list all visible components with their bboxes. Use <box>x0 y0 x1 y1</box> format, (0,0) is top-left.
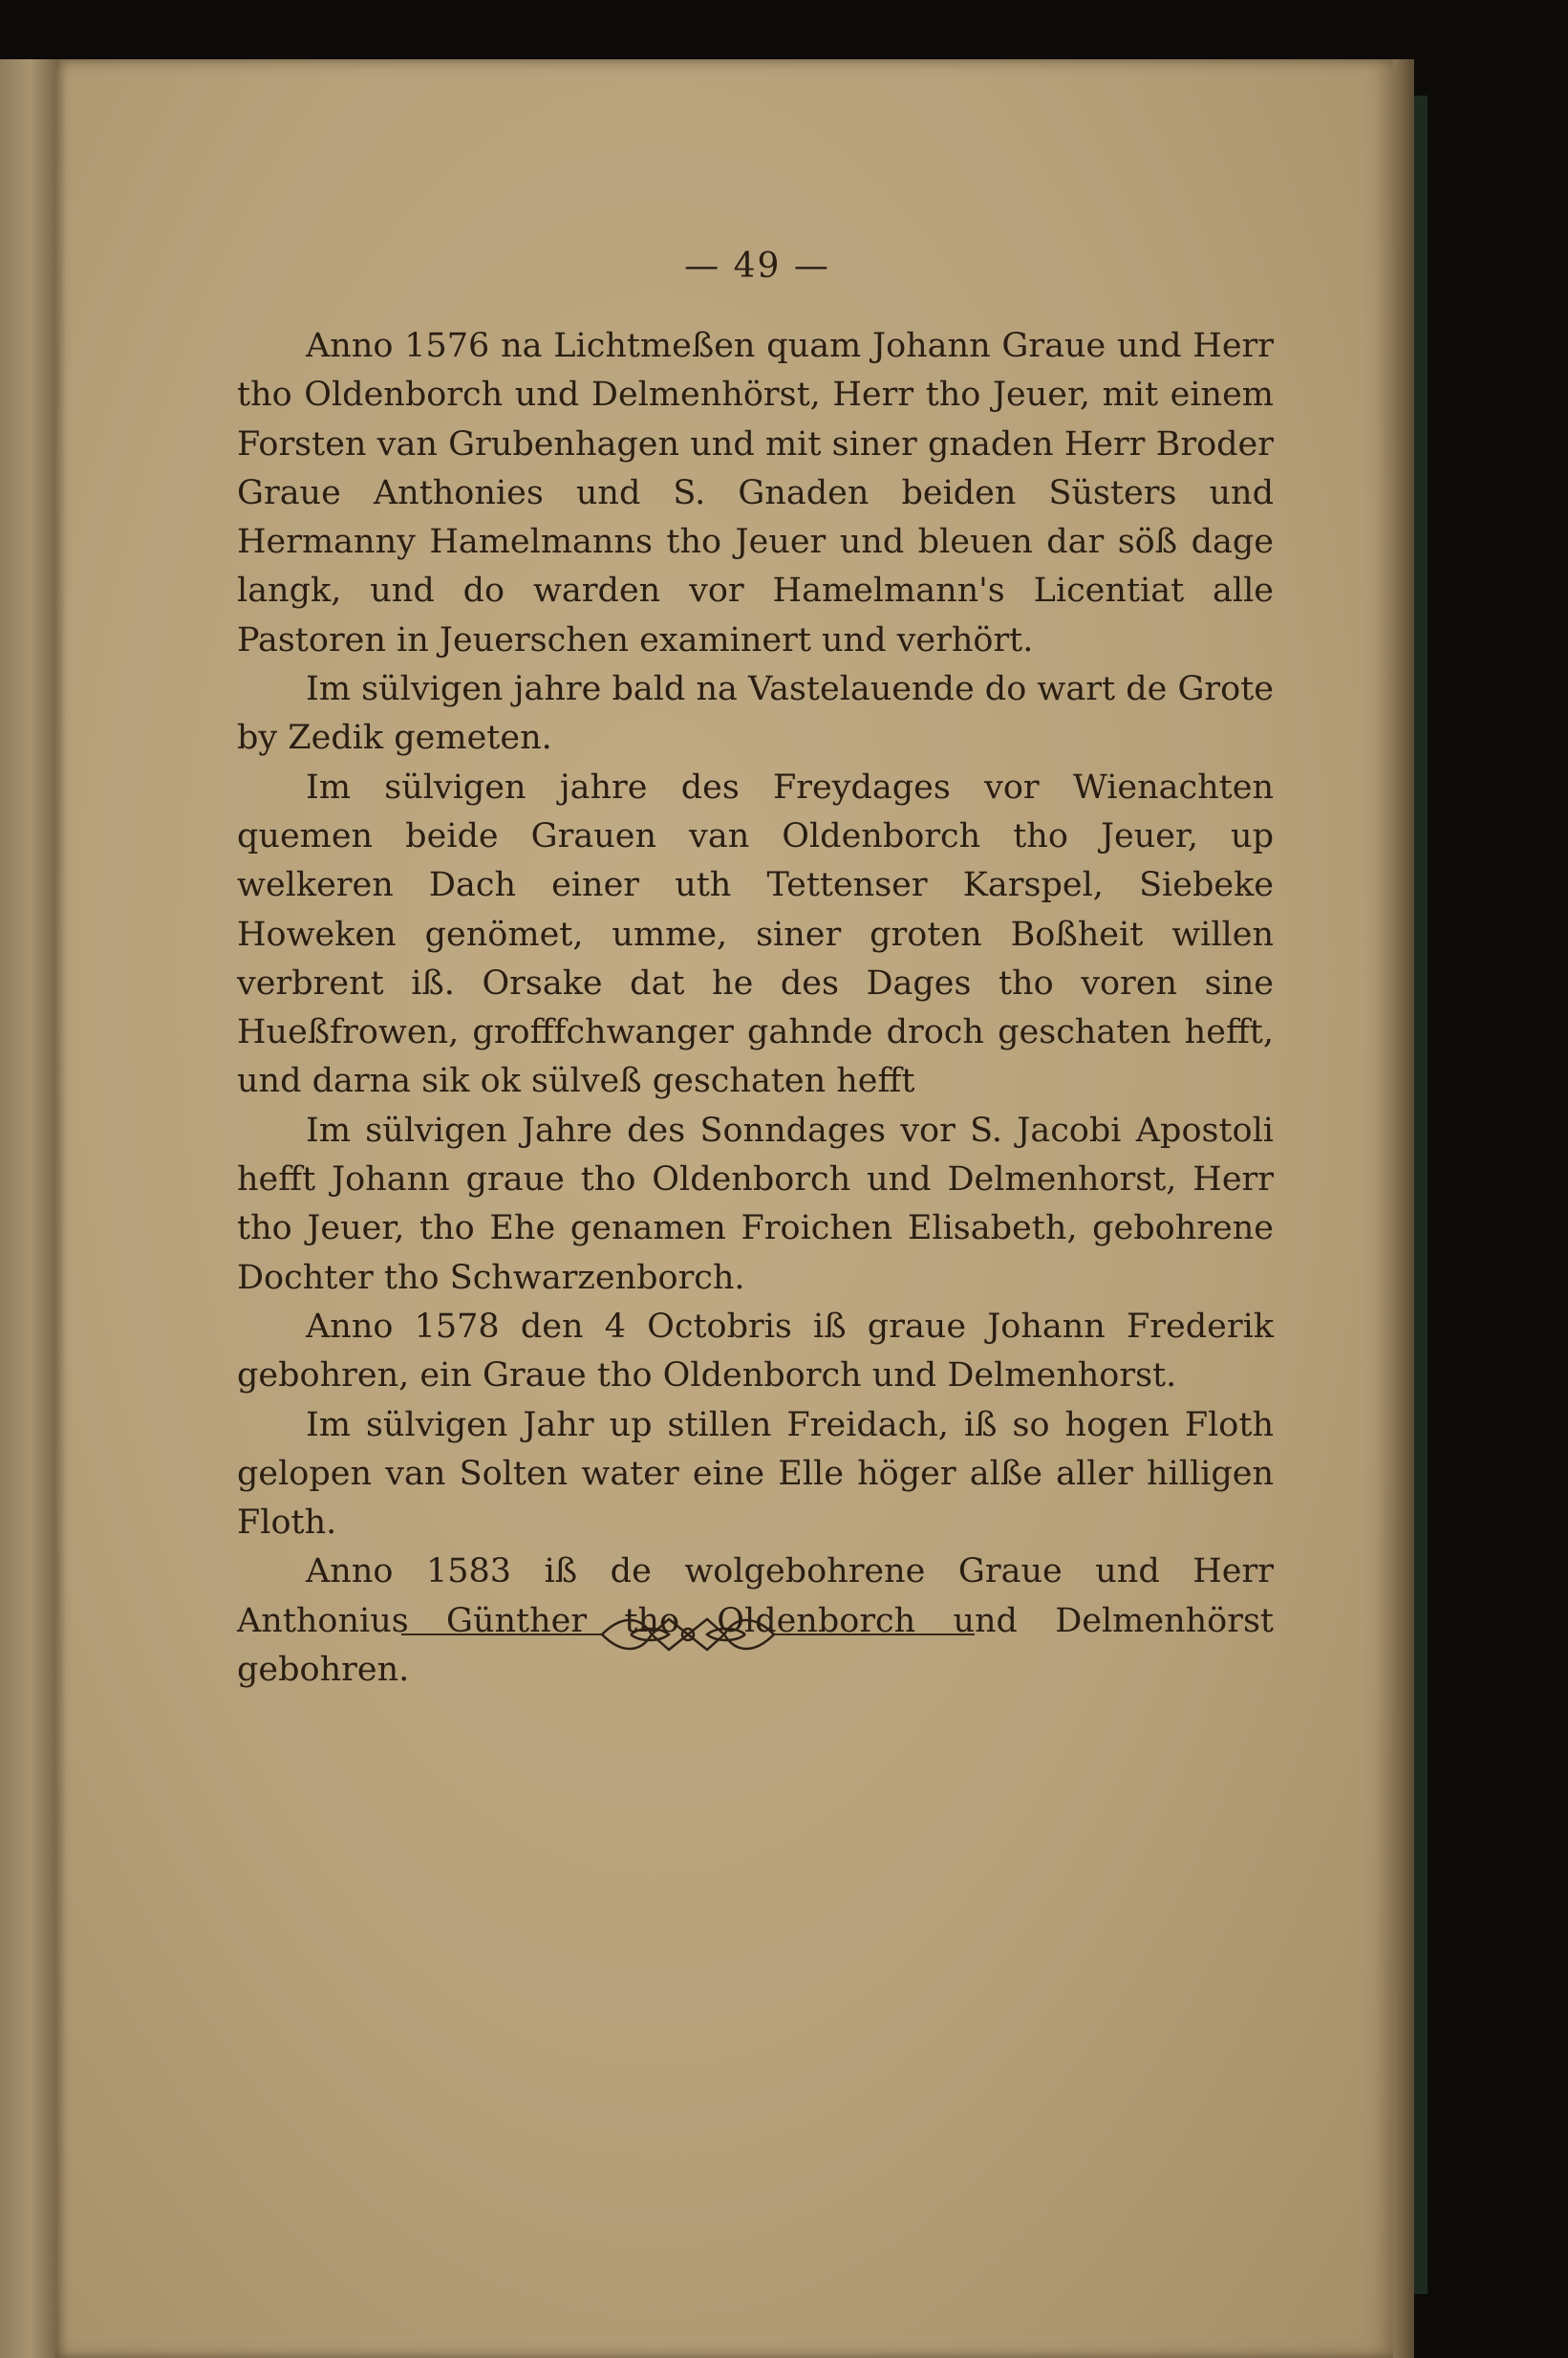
paragraph-2: Im sülvigen jahre bald na Vastelauende do wart de Grote by Zedik gemeten. <box>237 670 1274 758</box>
page-stack-edge <box>1393 59 1414 2358</box>
paragraph-1: Anno 1576 na Lichtmeßen quam Johann Graue und Herr tho Oldenborch und Delmenhörst, Herr tho Jeuer, mit einem Forsten van Grubenhagen und mit siner gnaden Herr Broder Graue Anthonies und S. Gnaden beiden Süsters und Hermanny Hamelmanns tho Jeuer und bleuen dar söß dage langk, und do warden vor Hamelmann's Licentiat alle Pastoren in Jeuerschen examinert und verhört. <box>237 327 1274 660</box>
page-number: — 49 — <box>684 247 830 286</box>
facing-page-edge <box>0 59 55 2358</box>
paragraph-7: Anno 1583 iß de wolgebohrene Graue und Herr Anthonius Günther tho Oldenborch und Delmenhörst gebohren. <box>237 1552 1274 1690</box>
ornament-divider-icon <box>401 1606 975 1663</box>
text-block <box>237 247 1274 1695</box>
paragraph-5: Anno 1578 den 4 Octobris iß graue Johann Frederik gebohren, ein Graue tho Oldenborch und Delmenhorst. <box>237 1307 1274 1395</box>
paragraph-6: Im sülvigen Jahr up stillen Freidach, iß so hogen Floth gelopen van Solten water eine Elle höger alße aller hilligen Floth. <box>237 1405 1274 1543</box>
paragraph-3: Im sülvigen jahre des Freydages vor Wienachten quemen beide Grauen van Oldenborch tho Jeuer, up welkeren Dach einer uth Tettenser Karspel, Siebeke Howeken genömet, umme, siner groten Boßheit willen verbrent iß. Orsake dat he des Dages tho voren sine Hueßfrowen, grofffchwanger gahnde droch geschaten hefft, und darna sik ok sülveß geschaten hefft <box>237 768 1274 1101</box>
paragraph-4: Im sülvigen Jahre des Sonndages vor S. Jacobi Apostoli hefft Johann graue tho Oldenborch und Delmenhorst, Herr tho Jeuer, tho Ehe genamen Froichen Elisabeth, gebohrene Dochter tho Schwarzenborch. <box>237 1111 1274 1297</box>
book-cover-edge <box>1414 96 1428 2294</box>
